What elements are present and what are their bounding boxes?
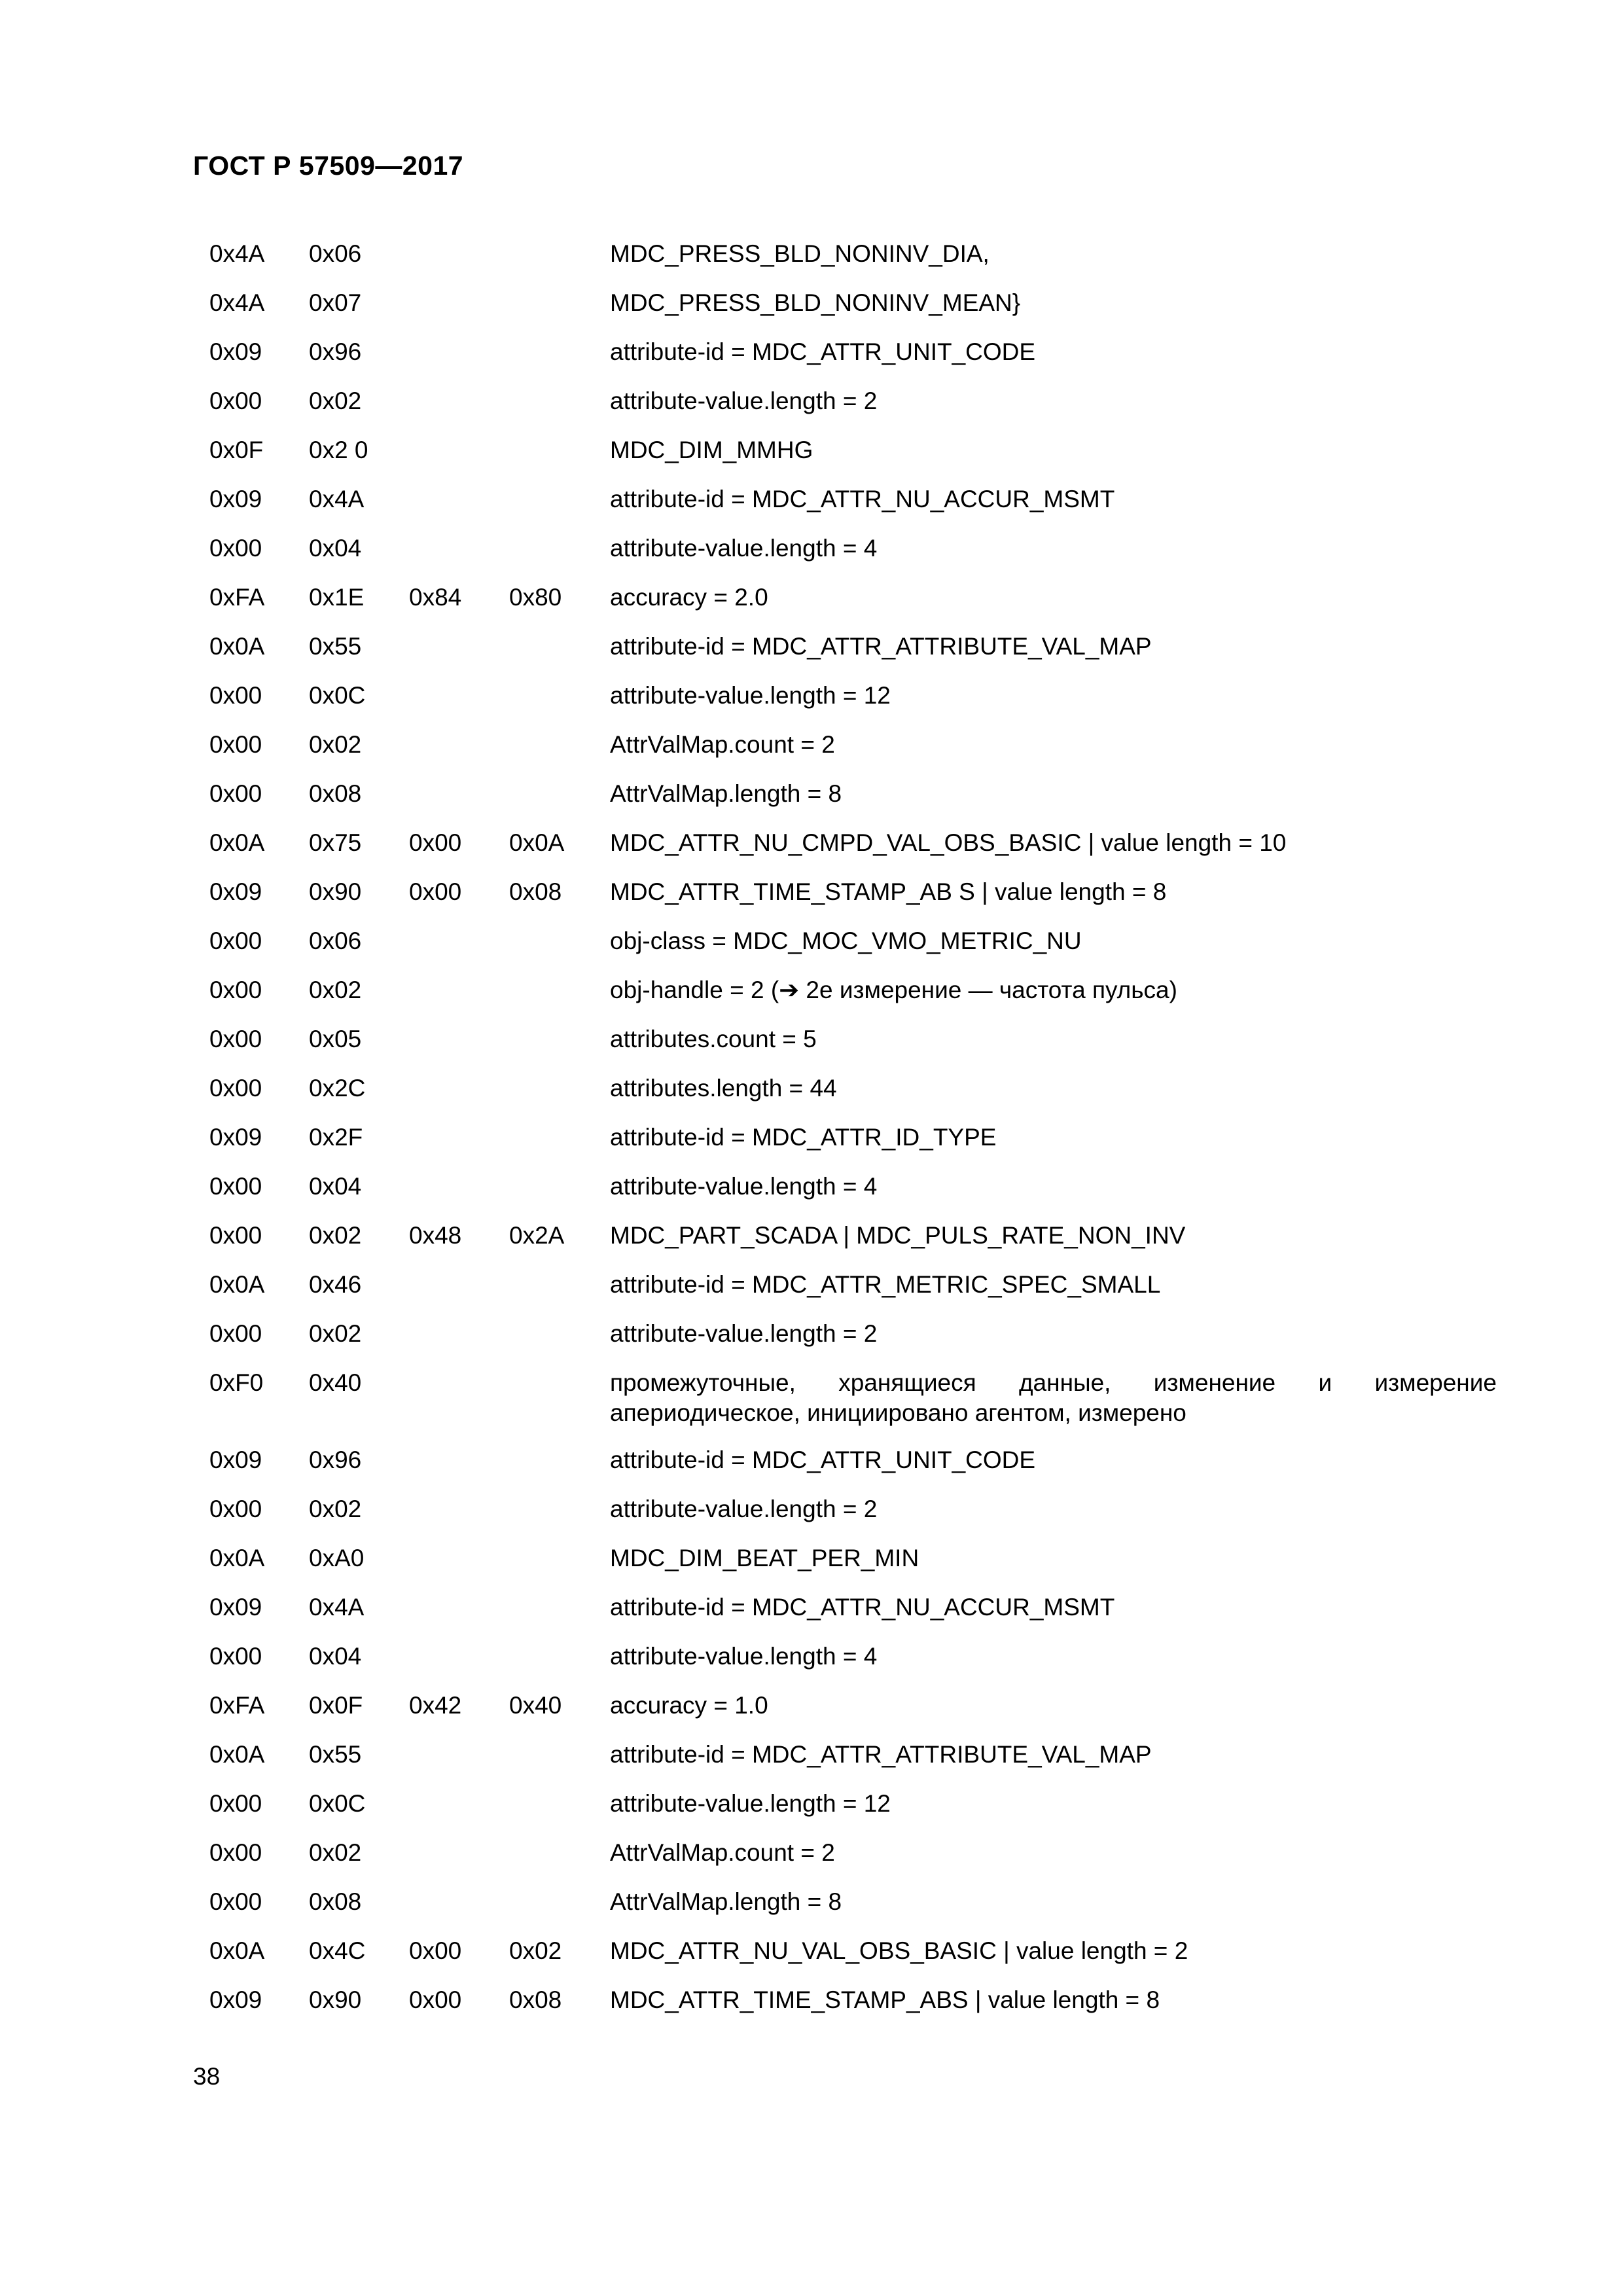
byte-2: 0x55 [309,633,362,660]
byte-1: 0x0A [209,1741,265,1768]
byte-2: 0x46 [309,1271,362,1298]
byte-2: 0x04 [309,1643,362,1670]
row-description: attribute-id = MDC_ATTR_ATTRIBUTE_VAL_MAP [610,1741,1152,1768]
byte-2: 0x0C [309,682,366,709]
listing-row [0,922,1623,971]
row-description: AttrValMap.length = 8 [610,1888,842,1915]
byte-1: 0x00 [209,927,262,954]
listing-row [0,480,1623,529]
byte-2: 0x2C [309,1075,366,1102]
byte-1: 0x00 [209,1222,262,1249]
row-description: AttrValMap.length = 8 [610,780,842,807]
row-description: MDC_PRESS_BLD_NONINV_DIA, [610,240,990,267]
byte-2: 0x08 [309,780,362,807]
row-description: attribute-value.length = 2 [610,387,878,414]
page-number: 38 [193,2063,221,2090]
byte-2: 0x4C [309,1937,366,1964]
byte-1: 0x00 [209,1173,262,1200]
listing-row [0,1216,1623,1265]
byte-1: 0x4A [209,240,265,267]
row-description: MDC_ATTR_TIME_STAMP_ABS | value length = 8 [610,1986,1160,2013]
byte-4: 0x08 [509,878,562,905]
byte-2: 0x07 [309,289,362,316]
byte-1: 0x0A [209,1937,265,1964]
row-description: obj-class = MDC_MOC_VMO_METRIC_NU [610,927,1082,954]
row-description: attribute-value.length = 2 [610,1320,878,1347]
byte-1: 0x00 [209,1790,262,1817]
listing-row [0,1167,1623,1216]
listing-row [0,676,1623,725]
byte-1: 0x00 [209,1888,262,1915]
byte-1: 0x0A [209,1545,265,1571]
byte-3: 0x00 [409,829,462,856]
byte-2: 0x06 [309,927,362,954]
byte-4: 0x08 [509,1986,562,2013]
byte-2: 0x90 [309,878,362,905]
row-description: attributes.length = 44 [610,1075,837,1102]
row-description: attribute-value.length = 12 [610,682,891,709]
listing-row [0,1539,1623,1588]
byte-2: 0x02 [309,977,362,1003]
byte-2: 0x96 [309,1446,362,1473]
listing-row [0,1265,1623,1314]
row-description: attribute-id = MDC_ATTR_UNIT_CODE [610,338,1036,365]
byte-1: 0x4A [209,289,265,316]
byte-3: 0x84 [409,584,462,611]
row-description: промежуточные, хранящиеся данные, изменение и измерение апериодическое, инициировано агентом, измерено [610,1369,1497,1426]
row-description: AttrValMap.count = 2 [610,731,835,758]
byte-1: 0x00 [209,1320,262,1347]
row-description: attribute-id = MDC_ATTR_ID_TYPE [610,1124,997,1151]
byte-2: 0x90 [309,1986,362,2013]
listing-row [0,725,1623,774]
byte-4: 0x0A [509,829,565,856]
byte-2: 0x02 [309,1496,362,1522]
listing-row [0,1784,1623,1833]
byte-2: 0x55 [309,1741,362,1768]
byte-4: 0x40 [509,1692,562,1719]
listing-row [0,578,1623,627]
listing-row [0,1314,1623,1363]
byte-1: 0x09 [209,1446,262,1473]
byte-1: 0x00 [209,535,262,562]
byte-2: 0x05 [309,1026,362,1052]
row-description: attributes.count = 5 [610,1026,817,1052]
byte-2: 0x02 [309,1320,362,1347]
byte-2: 0x04 [309,1173,362,1200]
byte-1: 0x09 [209,338,262,365]
listing-row [0,1931,1623,1981]
row-description: attribute-value.length = 4 [610,1173,878,1200]
byte-2: 0x04 [309,535,362,562]
byte-1: 0x00 [209,1496,262,1522]
row-description: accuracy = 1.0 [610,1692,768,1719]
listing-row [0,823,1623,872]
byte-2: 0x40 [309,1369,362,1396]
byte-1: 0x09 [209,1124,262,1151]
byte-3: 0x00 [409,1937,462,1964]
row-description: MDC_ATTR_NU_CMPD_VAL_OBS_BASIC | value length = 10 [610,829,1287,856]
byte-1: 0x00 [209,1075,262,1102]
row-description: attribute-id = MDC_ATTR_METRIC_SPEC_SMALL [610,1271,1161,1298]
row-description: AttrValMap.count = 2 [610,1839,835,1866]
byte-1: 0x00 [209,1026,262,1052]
listing-row [0,529,1623,578]
row-description: MDC_DIM_MMHG [610,437,813,463]
byte-2: 0x4A [309,1594,365,1621]
byte-1: 0x09 [209,878,262,905]
row-description: attribute-id = MDC_ATTR_ATTRIBUTE_VAL_MAP [610,633,1152,660]
listing-row [0,234,1623,283]
row-description: attribute-value.length = 4 [610,1643,878,1670]
listing-row [0,431,1623,480]
row-description: MDC_DIM_BEAT_PER_MIN [610,1545,919,1571]
byte-2: 0x1E [309,584,365,611]
byte-2: 0x96 [309,338,362,365]
byte-1: 0x00 [209,731,262,758]
byte-2: 0x2 0 [309,437,368,463]
byte-1: 0xFA [209,1692,265,1719]
byte-1: 0xF0 [209,1369,264,1396]
listing-row [0,1981,1623,2030]
byte-2: 0xA0 [309,1545,365,1571]
row-description: attribute-id = MDC_ATTR_NU_ACCUR_MSMT [610,486,1115,512]
byte-1: 0x00 [209,682,262,709]
byte-3: 0x48 [409,1222,462,1249]
listing-row [0,1441,1623,1490]
listing-row [0,283,1623,332]
byte-listing [0,234,1623,2030]
row-description: accuracy = 2.0 [610,584,768,611]
byte-1: 0x09 [209,486,262,512]
row-description: MDC_ATTR_TIME_STAMP_AB S | value length = 8 [610,878,1167,905]
listing-row [0,1020,1623,1069]
byte-4: 0x02 [509,1937,562,1964]
row-description: attribute-id = MDC_ATTR_UNIT_CODE [610,1446,1036,1473]
byte-1: 0x0A [209,1271,265,1298]
byte-1: 0x00 [209,387,262,414]
byte-1: 0x0A [209,829,265,856]
byte-2: 0x0C [309,1790,366,1817]
byte-4: 0x80 [509,584,562,611]
listing-row [0,1490,1623,1539]
listing-row [0,1118,1623,1167]
byte-2: 0x4A [309,486,365,512]
byte-2: 0x75 [309,829,362,856]
byte-1: 0xFA [209,584,265,611]
byte-1: 0x0A [209,633,265,660]
byte-1: 0x0F [209,437,264,463]
byte-3: 0x00 [409,878,462,905]
document-header: ГОСТ Р 57509—2017 [193,151,464,181]
byte-2: 0x0F [309,1692,363,1719]
listing-row [0,1069,1623,1118]
byte-2: 0x02 [309,387,362,414]
byte-2: 0x02 [309,1222,362,1249]
row-description: attribute-value.length = 12 [610,1790,891,1817]
byte-1: 0x00 [209,780,262,807]
byte-3: 0x42 [409,1692,462,1719]
byte-2: 0x06 [309,240,362,267]
byte-2: 0x02 [309,731,362,758]
listing-row [0,1686,1623,1735]
byte-2: 0x08 [309,1888,362,1915]
listing-row [0,1833,1623,1882]
byte-1: 0x00 [209,1839,262,1866]
byte-1: 0x09 [209,1594,262,1621]
listing-row [0,774,1623,823]
byte-1: 0x00 [209,977,262,1003]
listing-row [0,382,1623,431]
row-description: MDC_PART_SCADA | MDC_PULS_RATE_NON_INV [610,1222,1186,1249]
byte-3: 0x00 [409,1986,462,2013]
row-description: attribute-value.length = 4 [610,535,878,562]
listing-row [0,1882,1623,1931]
byte-4: 0x2A [509,1222,565,1249]
byte-2: 0x02 [309,1839,362,1866]
row-description: attribute-id = MDC_ATTR_NU_ACCUR_MSMT [610,1594,1115,1621]
row-description: obj-handle = 2 (➔ 2е измерение — частота пульса) [610,977,1177,1003]
listing-row [0,627,1623,676]
listing-row [0,1588,1623,1637]
listing-row [0,1637,1623,1686]
listing-row [0,872,1623,922]
byte-1: 0x00 [209,1643,262,1670]
byte-1: 0x09 [209,1986,262,2013]
listing-row [0,971,1623,1020]
byte-2: 0x2F [309,1124,363,1151]
listing-row [0,332,1623,382]
listing-row [0,1735,1623,1784]
row-description: attribute-value.length = 2 [610,1496,878,1522]
row-description: MDC_ATTR_NU_VAL_OBS_BASIC | value length = 2 [610,1937,1188,1964]
row-description: MDC_PRESS_BLD_NONINV_MEAN} [610,289,1021,316]
listing-row [0,1363,1623,1441]
